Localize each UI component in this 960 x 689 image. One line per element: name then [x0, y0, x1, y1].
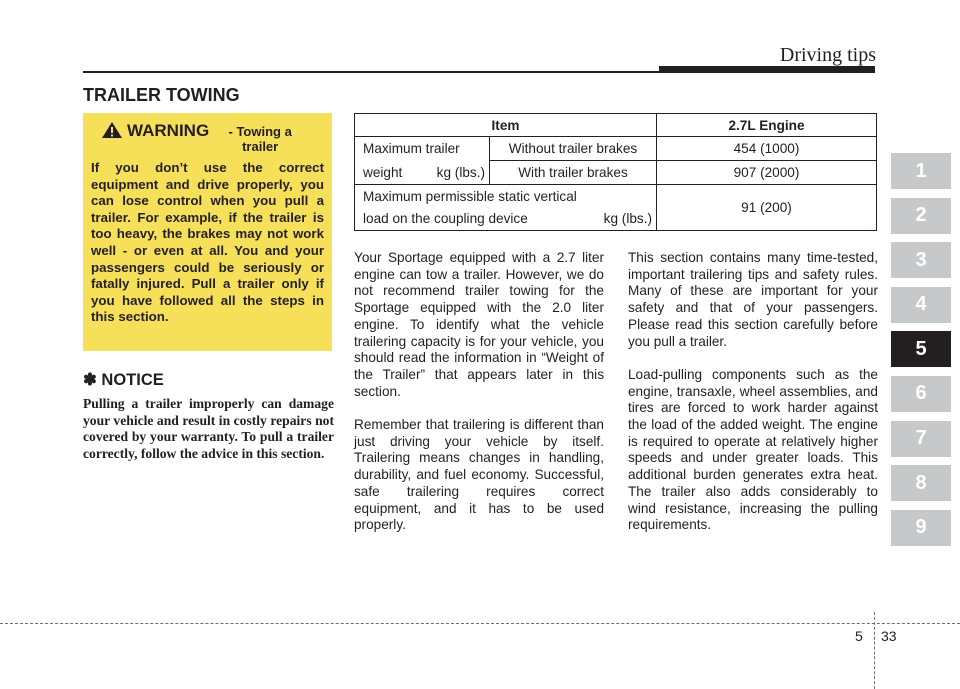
- chapter-tab-4[interactable]: 4: [891, 287, 951, 323]
- warning-title: WARNING: [127, 121, 210, 140]
- warning-subtitle: - Towing a trailer: [228, 124, 292, 154]
- running-header: Driving tips: [779, 44, 876, 66]
- footer-divider: [874, 612, 875, 689]
- footer-page-number: 33: [881, 628, 897, 644]
- body-paragraph: Your Sportage equipped with a 2.7 liter engine can tow a trailer. However, we do not recommend trailer towing for the Sportage equipped with the 2.0 liter engine. To identify what the vehicle trailering capacity is for your vehicle, you should read the information in “Weight of the Trailer” that appears later in this section.: [354, 250, 604, 399]
- chapter-tab-6[interactable]: 6: [891, 376, 951, 412]
- chapter-tabs: [891, 153, 951, 554]
- static-load-value: 91 (200): [657, 185, 877, 231]
- chapter-tab-3[interactable]: 3: [891, 242, 951, 278]
- chapter-tab-2[interactable]: 2: [891, 198, 951, 234]
- chapter-tab-1[interactable]: 1: [891, 153, 951, 189]
- trailer-weight-unit: kg (lbs.): [436, 164, 485, 180]
- trailer-spec-table: [354, 113, 877, 231]
- warning-triangle-icon: [101, 121, 123, 139]
- without-brakes-label: Without trailer brakes: [490, 137, 657, 161]
- chapter-tab-8[interactable]: 8: [891, 465, 951, 501]
- table-header-engine: 2.7L Engine: [657, 114, 877, 137]
- table-row: [355, 161, 877, 185]
- footer-rule: [0, 623, 960, 624]
- static-load-unit: kg (lbs.): [603, 210, 652, 226]
- body-column-2: [628, 250, 878, 551]
- static-load-label-line1: Maximum permissible static vertical: [363, 188, 577, 204]
- chapter-tab-7[interactable]: 7: [891, 421, 951, 457]
- body-column-1: [354, 250, 604, 551]
- chapter-tab-9[interactable]: 9: [891, 510, 951, 546]
- notice-text: Pulling a trailer improperly can damage your vehicle and result in costly repairs not covered by your warranty. To pull a trailer correctly, follow the advice in this section.: [83, 396, 334, 462]
- table-row: [355, 137, 877, 161]
- trailer-weight-label: weight: [363, 164, 403, 180]
- warning-text: If you don’t use the correct equipment and drive properly, you can lose control when you pull a trailer. For example, if the trailer is too heavy, the brakes may not work well - or even at all. You and your passengers could be seriously or fatally injured. Pull a trailer only if you have followed all the steps in this section.: [91, 160, 324, 325]
- trailer-weight-label-bottom: [355, 161, 490, 185]
- table-header-item: Item: [355, 114, 657, 137]
- table-row: [355, 185, 877, 231]
- notice-title: ✽ NOTICE: [83, 371, 164, 389]
- static-load-label: [355, 185, 657, 231]
- body-paragraph: This section contains many time-tested, important trailering tips and safety rules. Many of these are important for your safety and that of your passengers. Please read this section carefully before you pull a trailer.: [628, 250, 878, 349]
- footer-chapter-number: 5: [855, 628, 863, 644]
- static-load-label-line2: load on the coupling device: [363, 210, 528, 226]
- body-paragraph: Remember that trailering is different than just driving your vehicle by itself. Trailering means changes in handling, durability, and fuel economy. Successful, safe trailering requires correct equipment, and it has to be used properly.: [354, 417, 604, 533]
- with-brakes-value: 907 (2000): [657, 161, 877, 185]
- trailer-weight-label-top: Maximum trailer: [355, 137, 490, 161]
- without-brakes-value: 454 (1000): [657, 137, 877, 161]
- header-rule-accent: [659, 66, 875, 73]
- chapter-tab-5[interactable]: 5: [891, 331, 951, 367]
- warning-box: [83, 113, 332, 351]
- with-brakes-label: With trailer brakes: [490, 161, 657, 185]
- body-paragraph: Load-pulling components such as the engine, transaxle, wheel assemblies, and tires are forced to work harder against the load of the added weight. The engine is required to operate at relatively higher speeds and under greater loads. This additional burden generates extra heat. The trailer also adds considerably to wind resistance, increasing the pulling requirements.: [628, 366, 878, 533]
- table-header-row: [355, 114, 877, 137]
- section-title: TRAILER TOWING: [83, 85, 240, 105]
- warning-header: [101, 121, 324, 154]
